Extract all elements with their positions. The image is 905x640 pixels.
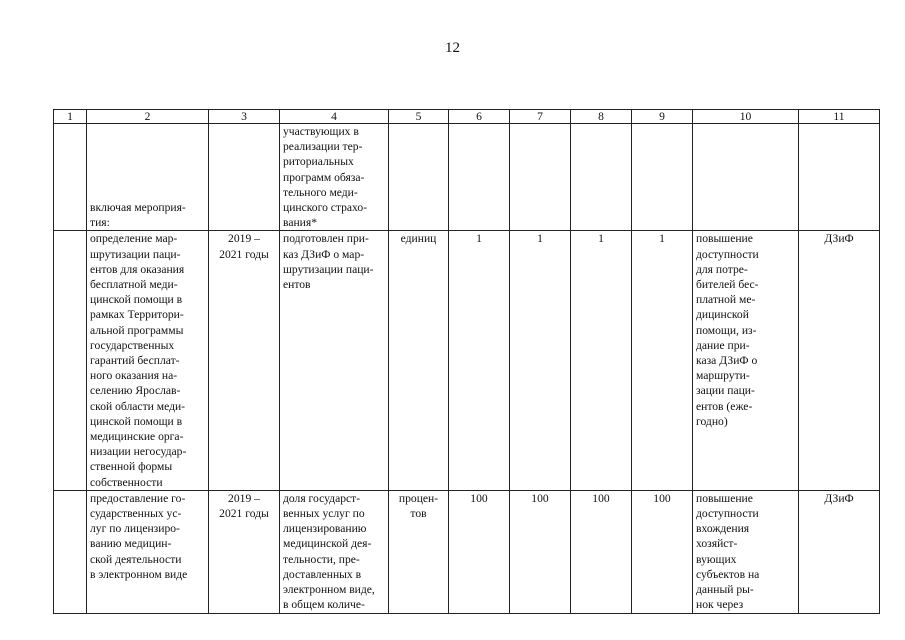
table-cell [693,124,799,231]
table-cell [510,124,571,231]
table-cell [632,124,693,231]
column-number: 1 [54,110,87,124]
value-cell: 100 [571,490,632,613]
executor-cell: ДЗиФ [799,490,880,613]
page-number: 12 [445,40,460,56]
column-number: 8 [571,110,632,124]
value-cell: 1 [510,231,571,490]
column-number: 5 [389,110,449,124]
column-number: 11 [799,110,880,124]
column-number: 3 [209,110,280,124]
plan-table [53,109,880,614]
indicator-cell: подготовлен при- каз ДЗиФ о мар- шрутизации паци- ентов [280,231,389,490]
value-cell: 1 [571,231,632,490]
value-cell: 100 [510,490,571,613]
table-row [54,490,880,613]
indicator-cell: участвующих в реализации тер- риториальных программ обяза- тельного меди- цинского страхо- вания* [280,124,389,231]
value-cell: 100 [449,490,510,613]
indicator-cell: доля государст- венных услуг по лицензированию медицинской дея- тельности, пре- доставленных в электронном виде, в общем количе- [280,490,389,613]
table-row [54,124,880,231]
unit-cell: процен- тов [389,490,449,613]
column-number: 10 [693,110,799,124]
table-row [54,231,880,490]
activity-cell: включая мероприя- тия: [87,124,209,231]
period-cell: 2019 – 2021 годы [209,231,280,490]
column-number-row [54,110,880,124]
column-number: 2 [87,110,209,124]
value-cell: 1 [449,231,510,490]
table-cell [209,124,280,231]
activity-cell: определение мар- шрутизации паци- ентов для оказания бесплатной меди- цинской помощи в рамках Территори- альной программы государственных гарантий бесплат- ного оказания на- селению Ярослав- ской области меди- цинской помощи в медицинские орга- низации негосудар- ственной формы собственности [87,231,209,490]
table-cell [54,490,87,613]
value-cell: 1 [632,231,693,490]
activity-cell: предоставление го- сударственных ус- луг по лицензиро- ванию медицин- ской деятельности в электронном виде [87,490,209,613]
table-cell [449,124,510,231]
unit-cell: единиц [389,231,449,490]
column-number: 7 [510,110,571,124]
column-number: 4 [280,110,389,124]
value-cell: 100 [632,490,693,613]
period-cell: 2019 – 2021 годы [209,490,280,613]
table-cell [54,124,87,231]
table-cell [799,124,880,231]
executor-cell: ДЗиФ [799,231,880,490]
result-cell: повышение доступности вхождения хозяйст- вующих субъектов на данный ры- нок через [693,490,799,613]
column-number: 9 [632,110,693,124]
result-cell: повышение доступности для потре- бителей бес- платной ме- дицинской помощи, из- дание при- каза ДЗиФ о маршрути- зации паци- ентов (еже- годно) [693,231,799,490]
table-cell [571,124,632,231]
table-cell [54,231,87,490]
column-number: 6 [449,110,510,124]
table-cell [389,124,449,231]
